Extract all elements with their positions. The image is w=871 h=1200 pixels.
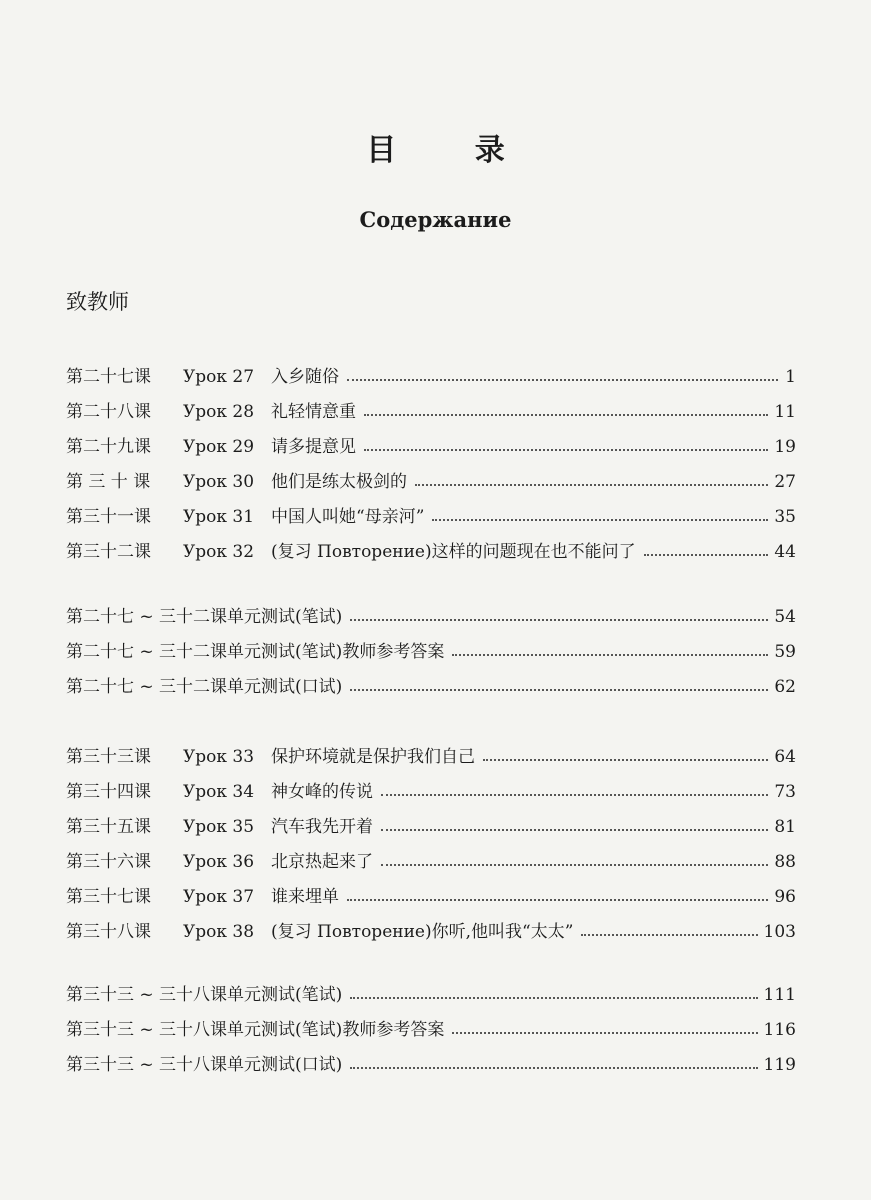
page-number: 62 — [774, 677, 796, 697]
lesson-title: 神女峰的传说 — [271, 782, 373, 802]
lesson-number: 第 三 十 课 — [66, 472, 151, 492]
page-number: 11 — [774, 402, 796, 422]
lesson-title: (复习 Повторение)你听,他叫我“太太” — [271, 922, 574, 942]
toc-row[interactable] — [66, 422, 796, 457]
toc-row[interactable] — [66, 1040, 796, 1075]
leader-dots — [381, 786, 768, 796]
test-group-a — [66, 592, 796, 697]
lesson-number: 第三十六课 — [66, 852, 151, 872]
leader-dots — [381, 856, 768, 866]
lesson-urok: Урок 32 — [183, 542, 255, 562]
toc-row[interactable] — [66, 837, 796, 872]
leader-dots — [347, 371, 778, 381]
lesson-title: (复习 Повторение)这样的问题现在也不能问了 — [271, 542, 636, 562]
test-title: 第三十三 ~ 三十八课单元测试(笔试)教师参考答案 — [66, 1020, 445, 1040]
lesson-number: 第二十七课 — [66, 367, 151, 387]
lesson-title: 北京热起来了 — [271, 852, 373, 872]
lesson-title: 汽车我先开着 — [271, 817, 373, 837]
toc-row[interactable] — [66, 492, 796, 527]
page-number: 1 — [785, 367, 796, 387]
leader-dots — [483, 751, 768, 761]
leader-dots — [350, 1059, 757, 1069]
lesson-number: 第三十五课 — [66, 817, 151, 837]
page-number: 27 — [774, 472, 796, 492]
test-title: 第二十七 ~ 三十二课单元测试(口试) — [66, 677, 343, 697]
toc-row[interactable] — [66, 872, 796, 907]
lesson-urok: Урок 37 — [183, 887, 255, 907]
page-number: 54 — [774, 607, 796, 627]
toc-row[interactable] — [66, 352, 796, 387]
lesson-urok: Урок 38 — [183, 922, 255, 942]
toc-row[interactable] — [66, 662, 796, 697]
lesson-group-a — [66, 352, 796, 562]
lesson-title: 他们是练太极剑的 — [271, 472, 407, 492]
leader-dots — [581, 926, 757, 936]
page-number: 19 — [774, 437, 796, 457]
lesson-title: 礼轻情意重 — [271, 402, 356, 422]
leader-dots — [415, 476, 768, 486]
toc-row[interactable] — [66, 802, 796, 837]
page-number: 116 — [763, 1020, 796, 1040]
toc-row[interactable] — [66, 1005, 796, 1040]
test-title: 第二十七 ~ 三十二课单元测试(笔试)教师参考答案 — [66, 642, 445, 662]
toc-row[interactable] — [66, 970, 796, 1005]
lesson-urok: Урок 27 — [183, 367, 255, 387]
toc-row[interactable] — [66, 387, 796, 422]
page-number: 96 — [774, 887, 796, 907]
lesson-group-b — [66, 732, 796, 942]
page-title: 目 录 — [366, 133, 539, 168]
page-number: 59 — [774, 642, 796, 662]
test-title: 第二十七 ~ 三十二课单元测试(笔试) — [66, 607, 343, 627]
lesson-urok: Урок 35 — [183, 817, 255, 837]
test-title: 第三十三 ~ 三十八课单元测试(口试) — [66, 1055, 343, 1075]
preface-heading: 致教师 — [66, 290, 129, 314]
toc-row[interactable] — [66, 592, 796, 627]
test-group-b — [66, 970, 796, 1075]
lesson-title: 中国人叫她“母亲河” — [271, 507, 425, 527]
page-number: 44 — [774, 542, 796, 562]
leader-dots — [350, 611, 768, 621]
lesson-title: 入乡随俗 — [271, 367, 339, 387]
leader-dots — [364, 441, 768, 451]
leader-dots — [347, 891, 768, 901]
lesson-urok: Урок 30 — [183, 472, 255, 492]
leader-dots — [350, 989, 757, 999]
lesson-number: 第三十七课 — [66, 887, 151, 907]
toc-row[interactable] — [66, 457, 796, 492]
lesson-urok: Урок 34 — [183, 782, 255, 802]
lesson-title: 保护环境就是保护我们自己 — [271, 747, 475, 767]
page-number: 64 — [774, 747, 796, 767]
lesson-title: 谁来埋单 — [271, 887, 339, 907]
toc-row[interactable] — [66, 527, 796, 562]
page-subtitle: Содержание — [359, 207, 512, 232]
lesson-urok: Урок 29 — [183, 437, 255, 457]
lesson-number: 第三十三课 — [66, 747, 151, 767]
leader-dots — [452, 646, 768, 656]
page-number: 103 — [763, 922, 796, 942]
lesson-number: 第三十四课 — [66, 782, 151, 802]
lesson-number: 第三十八课 — [66, 922, 151, 942]
lesson-title: 请多提意见 — [271, 437, 356, 457]
lesson-urok: Урок 31 — [183, 507, 255, 527]
lesson-number: 第三十二课 — [66, 542, 151, 562]
page-number: 73 — [774, 782, 796, 802]
lesson-number: 第二十九课 — [66, 437, 151, 457]
page-number: 35 — [774, 507, 796, 527]
leader-dots — [364, 406, 768, 416]
leader-dots — [452, 1024, 757, 1034]
leader-dots — [381, 821, 768, 831]
page-number: 81 — [774, 817, 796, 837]
lesson-number: 第二十八课 — [66, 402, 151, 422]
leader-dots — [350, 681, 768, 691]
test-title: 第三十三 ~ 三十八课单元测试(笔试) — [66, 985, 343, 1005]
toc-row[interactable] — [66, 627, 796, 662]
page-number: 111 — [763, 985, 796, 1005]
toc-row[interactable] — [66, 732, 796, 767]
lesson-urok: Урок 28 — [183, 402, 255, 422]
toc-row[interactable] — [66, 907, 796, 942]
leader-dots — [432, 511, 768, 521]
lesson-urok: Урок 33 — [183, 747, 255, 767]
toc-row[interactable] — [66, 767, 796, 802]
page-number: 88 — [774, 852, 796, 872]
leader-dots — [644, 546, 769, 556]
lesson-number: 第三十一课 — [66, 507, 151, 527]
page-number: 119 — [763, 1055, 796, 1075]
lesson-urok: Урок 36 — [183, 852, 255, 872]
